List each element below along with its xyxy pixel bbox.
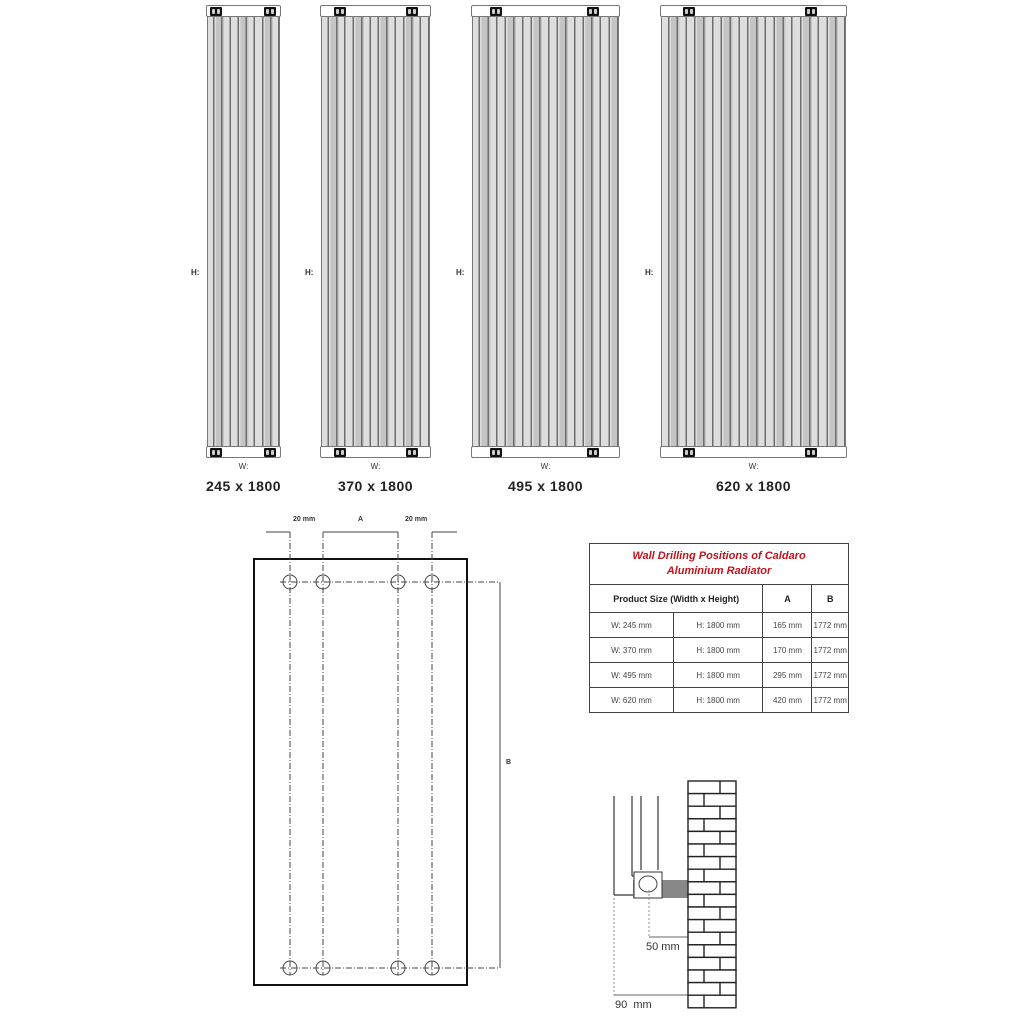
size-label: 370 x 1800 [337, 478, 414, 494]
height-b-label: B [506, 759, 512, 766]
right-offset-label: 20 mm [405, 516, 428, 523]
height-label: H: [305, 268, 314, 277]
header-product-size: Product Size (Width x Height) [590, 585, 763, 613]
header-a: A [763, 585, 812, 613]
size-label: 495 x 1800 [507, 478, 584, 494]
cell-height: H: 1800 mm [673, 688, 763, 713]
table-title-line-1: Wall Drilling Positions of Caldaro [632, 550, 806, 562]
cell-a: 170 mm [763, 638, 812, 663]
height-label: H: [456, 268, 465, 277]
header-b: B [812, 585, 849, 613]
cell-a: 295 mm [763, 663, 812, 688]
cell-b: 1772 mm [812, 663, 849, 688]
height-label: H: [191, 268, 200, 277]
cell-b: 1772 mm [812, 613, 849, 638]
cell-height: H: 1800 mm [673, 638, 763, 663]
table-title-line-2: Aluminium Radiator [666, 565, 772, 577]
cell-width: W: 620 mm [590, 688, 674, 713]
cell-a: 165 mm [763, 613, 812, 638]
size-label: 620 x 1800 [715, 478, 792, 494]
spacing-a-label: A [358, 516, 364, 523]
cell-b: 1772 mm [812, 638, 849, 663]
width-label: W: [748, 462, 759, 471]
cell-a: 420 mm [763, 688, 812, 713]
radiator-to-wall-dimension: 90 mm [615, 999, 652, 1011]
width-label: W: [540, 462, 551, 471]
cell-width: W: 495 mm [590, 663, 674, 688]
height-label: H: [645, 268, 654, 277]
width-label: W: [238, 462, 249, 471]
cell-b: 1772 mm [812, 688, 849, 713]
cell-width: W: 370 mm [590, 638, 674, 663]
left-offset-label: 20 mm [293, 516, 316, 523]
cell-width: W: 245 mm [590, 613, 674, 638]
cell-height: H: 1800 mm [673, 613, 763, 638]
pipe-to-wall-dimension: 50 mm [646, 941, 680, 953]
size-label: 245 x 1800 [205, 478, 282, 494]
cell-height: H: 1800 mm [673, 663, 763, 688]
width-label: W: [370, 462, 381, 471]
